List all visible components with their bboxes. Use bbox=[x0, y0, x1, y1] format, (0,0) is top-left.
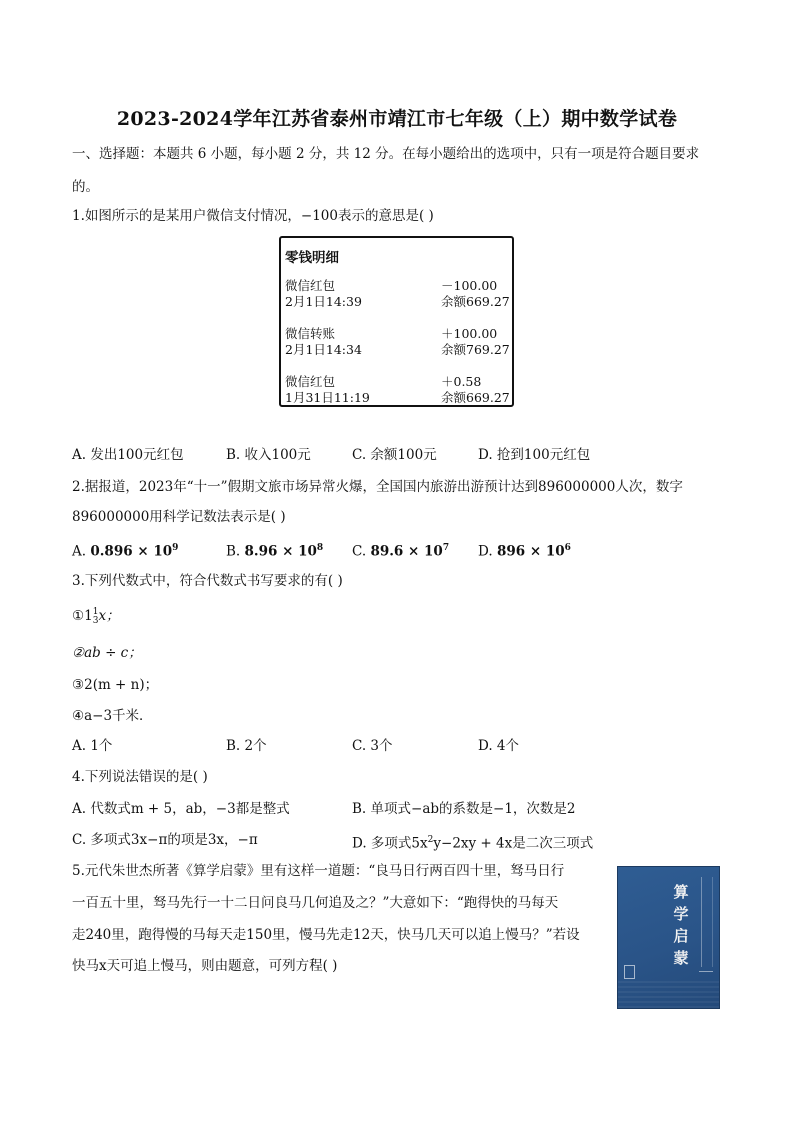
wallet-row-name: 微信红包 bbox=[285, 278, 336, 293]
wallet-row-amount: ＋0.58 bbox=[441, 374, 482, 389]
wallet-row-amount: ＋100.00 bbox=[441, 326, 498, 341]
q3-item-4: ④a−3千米． bbox=[72, 708, 153, 724]
q5-stem-line1: 5.元代朱世杰所著《算学启蒙》里有这样一道题：“良马日行两百四十里，驽马日行 bbox=[72, 863, 565, 879]
q3-item-2: ②ab ÷ c； bbox=[72, 645, 142, 661]
q3-item-3: ③2(m + n)； bbox=[72, 677, 159, 693]
q1-option-d: D. 抢到100元红包 bbox=[478, 447, 591, 463]
fraction: 1 3 bbox=[92, 606, 99, 626]
q4-option-a: A. 代数式m + 5，ab，−3都是整式 bbox=[72, 801, 290, 817]
wallet-row-time: 2月1日14:34 bbox=[285, 342, 362, 357]
wallet-detail-figure bbox=[279, 236, 514, 407]
wallet-row-balance: 余额769.27 bbox=[441, 342, 510, 357]
decor-line bbox=[699, 971, 713, 972]
q2-option-b: B. $8.96 \times 10^8$ bbox=[226, 543, 324, 560]
q4-option-c: C. 多项式3x−π的项是3x，−π bbox=[72, 832, 258, 848]
q5-stem-line2: 一百五十里，驽马先行一十二日问良马几何追及之？”大意如下：“跑得快的马每天 bbox=[72, 895, 559, 911]
wallet-row-time: 2月1日14:39 bbox=[285, 294, 362, 309]
book-cover-image bbox=[617, 866, 720, 1009]
wallet-row-time: 1月31日11:19 bbox=[285, 390, 370, 405]
q3-option-d: D. 4个 bbox=[478, 738, 520, 754]
q1-option-b: B. 收入100元 bbox=[226, 447, 311, 463]
q3-item-1: ①1 1 3 x； bbox=[72, 606, 120, 626]
section-instructions-line2: 的。 bbox=[72, 179, 99, 195]
wallet-row-balance: 余额669.27 bbox=[441, 390, 510, 405]
seal-mark bbox=[624, 965, 635, 979]
q2-option-a: A. $0.896 \times 10^9$ bbox=[72, 543, 179, 560]
q3-option-a: A. 1个 bbox=[72, 738, 113, 754]
q1-option-a: A. 发出100元红包 bbox=[72, 447, 184, 463]
q4-stem: 4.下列说法错误的是( ) bbox=[72, 769, 208, 785]
q3-stem: 3.下列代数式中，符合代数式书写要求的有( ) bbox=[72, 573, 343, 589]
wallet-row-name: 微信红包 bbox=[285, 374, 336, 389]
q1-stem: 1.如图所示的是某用户微信支付情况，−100表示的意思是( ) bbox=[72, 208, 434, 224]
q3-option-b: B. 2个 bbox=[226, 738, 267, 754]
page-title: 2023-2024学年江苏省泰州市靖江市七年级（上）期中数学试卷 bbox=[116, 108, 678, 130]
q5-stem-line4: 快马x天可追上慢马，则由题意，可列方程( ) bbox=[72, 958, 338, 974]
q5-stem-line3: 走240里，跑得慢的马每天走150里，慢马先走12天，快马几天可以追上慢马？”若设 bbox=[72, 927, 580, 943]
wave-texture bbox=[618, 978, 720, 1008]
q2-stem-line2: 896000000用科学记数法表示是( ) bbox=[72, 509, 286, 525]
q1-option-c: C. 余额100元 bbox=[352, 447, 437, 463]
q4-option-d: D. 多项式$5x^2y-2xy + 4x$是二次三项式 bbox=[352, 835, 594, 852]
q2-option-d: D. $896 \times 10^6$ bbox=[478, 543, 571, 560]
wallet-title: 零钱明细 bbox=[285, 250, 339, 266]
q3-option-c: C. 3个 bbox=[352, 738, 393, 754]
section-instructions-line1: 一、选择题：本题共 6 小题，每小题 2 分，共 12 分。在每小题给出的选项中，只有一项是符合题目要求 bbox=[72, 146, 700, 162]
wallet-row-name: 微信转账 bbox=[285, 326, 336, 341]
decor-lines bbox=[701, 877, 713, 967]
wallet-row-balance: 余额669.27 bbox=[441, 294, 510, 309]
q4-option-b: B. 单项式−ab的系数是−1，次数是2 bbox=[352, 801, 576, 817]
book-title-vertical: 算 学 启 蒙 bbox=[673, 883, 689, 967]
wallet-row-amount: －100.00 bbox=[441, 278, 498, 293]
q2-stem-line1: 2.据报道，2023年“十一”假期文旅市场异常火爆，全国国内旅游出游预计达到896000000人次，数字 bbox=[72, 479, 683, 495]
q2-option-c: C. $89.6 \times 10^7$ bbox=[352, 543, 450, 560]
